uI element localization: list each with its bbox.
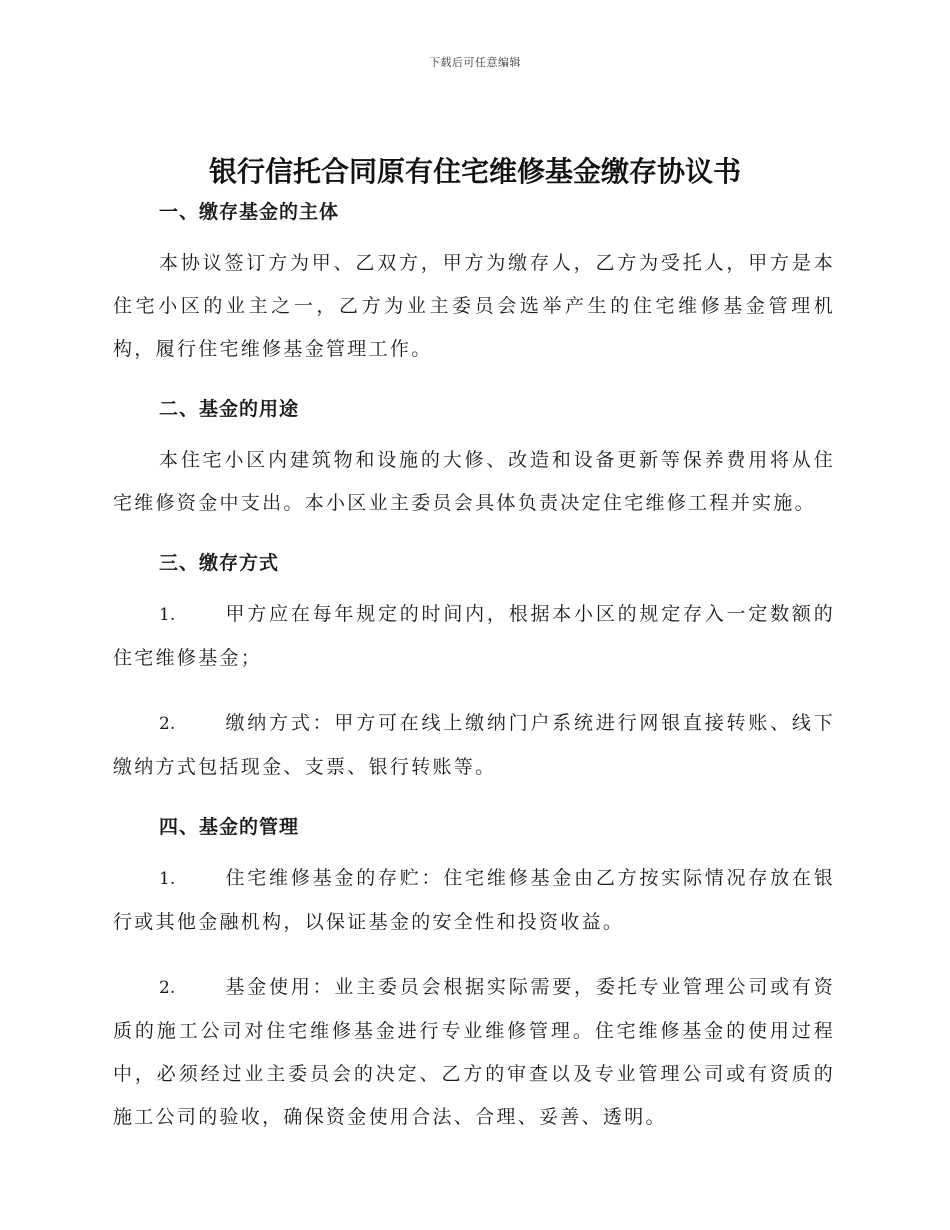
item-text: 住宅维修基金的存贮：住宅维修基金由乙方按实际情况存放在银行或其他金融机构，以保证基金的安全性和投资收益。 (113, 867, 835, 933)
item-text: 缴纳方式：甲方可在线上缴纳门户系统进行网银直接转账、线下缴纳方式包括现金、支票、银行转账等。 (113, 712, 835, 778)
item-number: 1. (159, 869, 176, 889)
section-3-item-1 (113, 593, 835, 680)
section-4-item-1 (113, 857, 835, 944)
header-note: 下载后可任意编辑 (429, 56, 521, 69)
item-number: 1. (159, 605, 176, 625)
section-heading-4: 四、基金的管理 (159, 816, 300, 838)
section-heading-2: 二、基金的用途 (159, 398, 300, 420)
item-text: 基金使用：业主委员会根据实际需要，委托专业管理公司或有资质的施工公司对住宅维修基金进行专业维修管理。住宅维修基金的使用过程中，必须经过业主委员会的决定、乙方的审查以及专业管理公司或有资质的施工公司的验收，确保资金使用合法、合理、妥善、透明。 (113, 976, 835, 1128)
item-number: 2. (159, 978, 176, 998)
section-heading-1: 一、缴存基金的主体 (159, 201, 340, 223)
section-heading-3: 三、缴存方式 (159, 552, 280, 574)
item-number: 2. (159, 714, 176, 734)
section-3-item-2 (113, 702, 835, 789)
section-2-paragraph: 本住宅小区内建筑物和设施的大修、改造和设备更新等保养费用将从住宅维修资金中支出。本小区业主委员会具体负责决定住宅维修工程并实施。 (113, 449, 835, 514)
document-title: 银行信托合同原有住宅维修基金缴存协议书 (208, 155, 741, 188)
item-text: 甲方应在每年规定的时间内，根据本小区的规定存入一定数额的住宅维修基金； (113, 603, 835, 669)
section-1-paragraph: 本协议签订方为甲、乙双方，甲方为缴存人，乙方为受托人，甲方是本住宅小区的业主之一，乙方为业主委员会选举产生的住宅维修基金管理机构，履行住宅维修基金管理工作。 (113, 252, 835, 360)
section-4-item-2 (113, 966, 835, 1139)
document-body (113, 196, 835, 1139)
